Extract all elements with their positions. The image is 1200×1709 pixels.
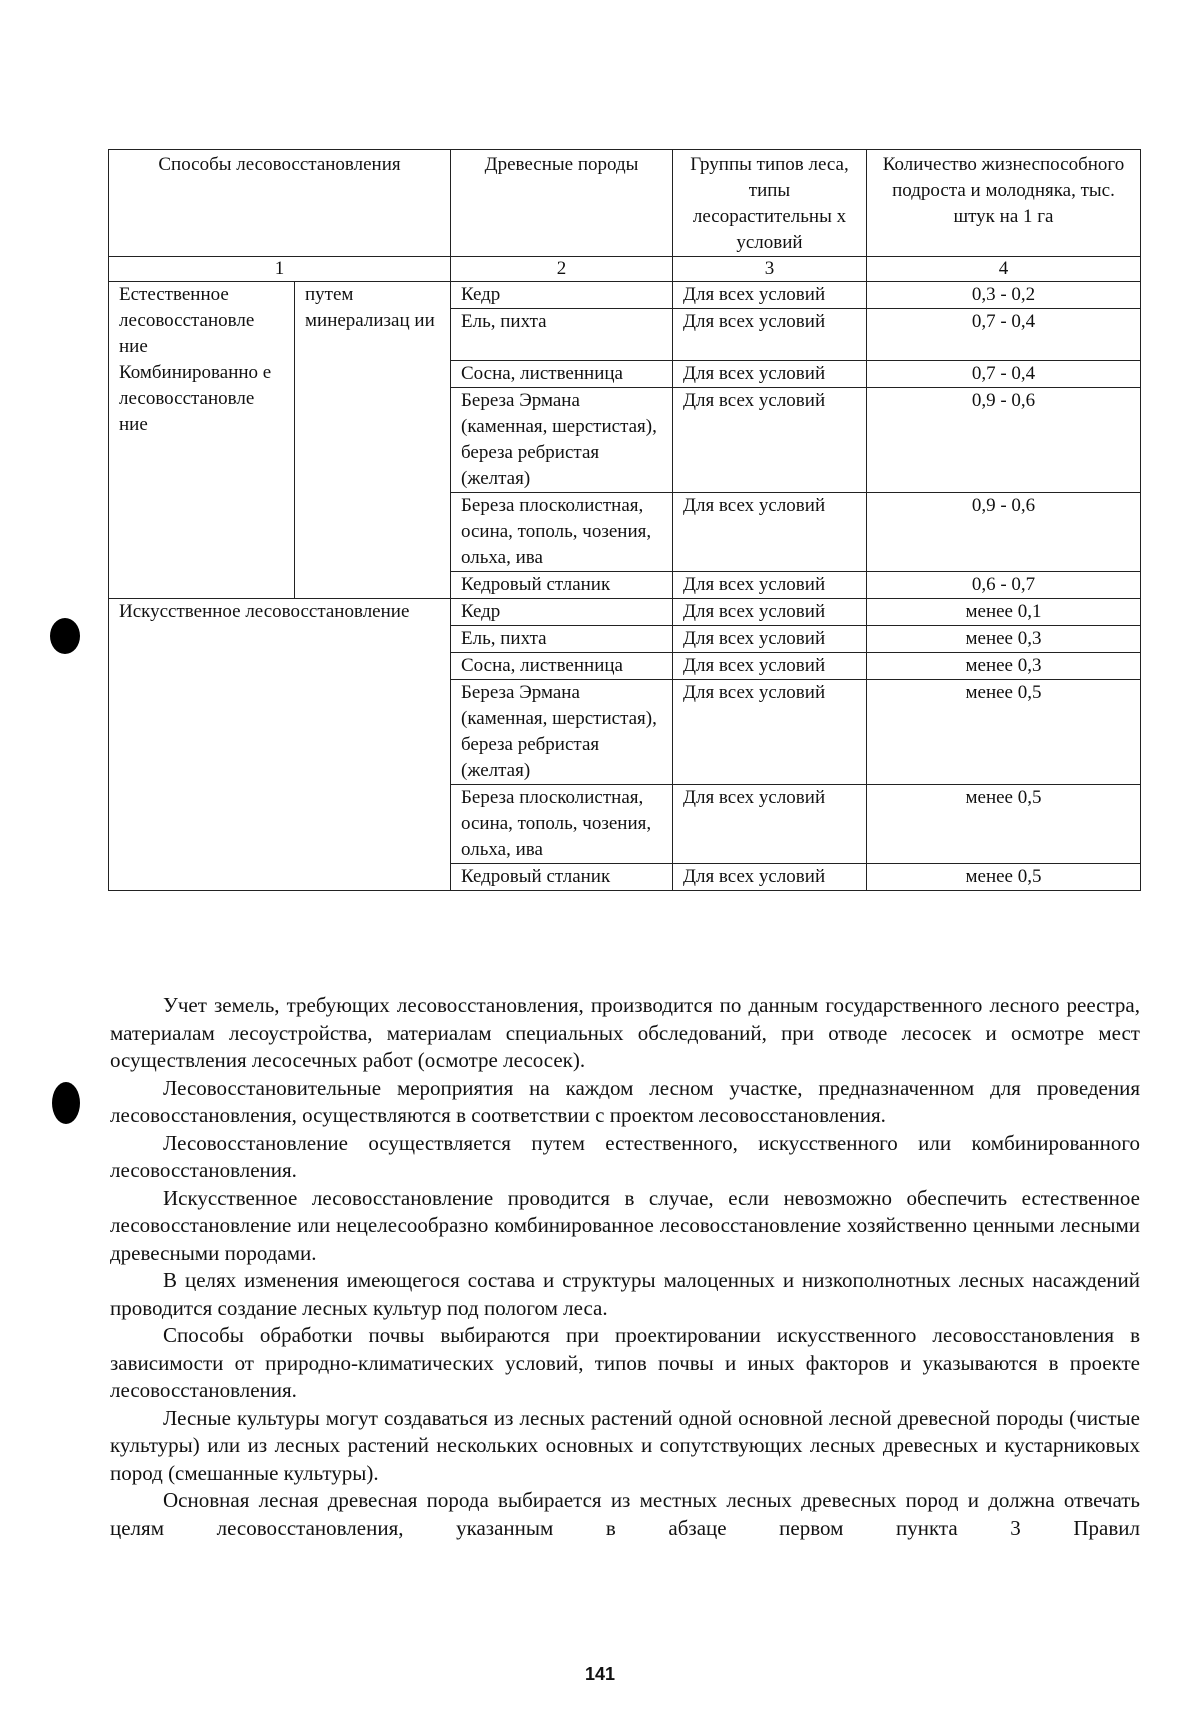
- quantity-cell: менее 0,5: [867, 680, 1141, 785]
- table-header-row: [109, 150, 1141, 257]
- paragraph: Учет земель, требующих лесовосстановления, производится по данным государственного лесного реестра, материалам лесоустройства, материалам специальных обследований, при отводе лесосек и осмотре мест осуществления лесосечных работ (осмотре лесосек).: [110, 993, 1140, 1072]
- quantity-cell: менее 0,3: [867, 653, 1141, 680]
- quantity-cell: менее 0,5: [867, 864, 1141, 891]
- quantity-cell: 0,9 - 0,6: [867, 493, 1141, 572]
- table-row: [109, 282, 1141, 309]
- table-row: [109, 599, 1141, 626]
- species-cell: Ель, пихта: [451, 626, 673, 653]
- quantity-cell: 0,6 - 0,7: [867, 572, 1141, 599]
- column-number-row: [109, 257, 1141, 282]
- reforestation-table: [108, 149, 1141, 891]
- column-number: 4: [867, 257, 1141, 282]
- species-cell: Береза плосколистная, осина, тополь, чозения, ольха, ива: [451, 493, 673, 572]
- conditions-cell: Для всех условий: [673, 309, 867, 361]
- species-cell: Кедровый стланик: [451, 572, 673, 599]
- quantity-cell: 0,9 - 0,6: [867, 388, 1141, 493]
- artificial-method-cell: Искусственное лесовосстановление: [109, 599, 451, 891]
- species-cell: Береза Эрмана (каменная, шерстистая), береза ребристая (желтая): [451, 680, 673, 785]
- column-number: 3: [673, 257, 867, 282]
- header-species: Древесные породы: [451, 150, 673, 257]
- conditions-cell: Для всех условий: [673, 785, 867, 864]
- conditions-cell: Для всех условий: [673, 599, 867, 626]
- conditions-cell: Для всех условий: [673, 572, 867, 599]
- paragraph: Лесные культуры могут создаваться из лесных растений одной основной лесной древесной породы (чистые культуры) или из лесных растений нескольких основных и сопутствующих лесных древесных и кустарниковых пород (смешанные культуры).: [110, 1405, 1140, 1485]
- paragraph: Лесовосстановительные мероприятия на каждом лесном участке, предназначенном для проведения лесовосстановления, осуществляются в соответствии с проектом лесовосстановления.: [110, 1075, 1140, 1127]
- natural-combined-method-cell: [109, 282, 295, 599]
- column-number: 1: [109, 257, 451, 282]
- combined-method: Комбинированно е лесовосстановле ние: [119, 362, 272, 435]
- species-cell: Сосна, лиственница: [451, 653, 673, 680]
- conditions-cell: Для всех условий: [673, 680, 867, 785]
- quantity-cell: менее 0,1: [867, 599, 1141, 626]
- header-forest-types: Группы типов леса, типы лесорастительны х условий: [673, 150, 867, 257]
- header-quantity: Количество жизнеспособного подроста и молодняка, тыс. штук на 1 га: [867, 150, 1141, 257]
- species-cell: Кедр: [451, 282, 673, 309]
- quantity-cell: менее 0,5: [867, 785, 1141, 864]
- conditions-cell: Для всех условий: [673, 361, 867, 388]
- species-cell: Кедровый стланик: [451, 864, 673, 891]
- quantity-cell: менее 0,3: [867, 626, 1141, 653]
- species-cell: Ель, пихта: [451, 309, 673, 361]
- header-methods: Способы лесовосстановления: [109, 150, 451, 257]
- body-text: [110, 992, 1140, 1542]
- conditions-cell: Для всех условий: [673, 864, 867, 891]
- paragraph: Основная лесная древесная порода выбирается из местных лесных древесных пород и должна отвечать целям лесовосстановления, указанным в абзаце первом пункта 3 Правил: [110, 1488, 1140, 1540]
- paragraph: Лесовосстановление осуществляется путем естественного, искусственного или комбинированного лесовосстановления.: [110, 1130, 1140, 1182]
- paragraph: Способы обработки почвы выбираются при проектировании искусственного лесовосстановления в зависимости от природно-климатических условий, типов почвы и иных факторов и указываются в проекте лесовосстановления.: [110, 1323, 1140, 1402]
- species-cell: Береза плосколистная, осина, тополь, чозения, ольха, ива: [451, 785, 673, 864]
- ink-blot: [52, 1082, 80, 1124]
- conditions-cell: Для всех условий: [673, 282, 867, 309]
- paragraph: Искусственное лесовосстановление проводится в случае, если невозможно обеспечить естественное лесовосстановление или нецелесообразно комбинированное лесовосстановление хозяйственно ценными лесными древесными породами.: [110, 1185, 1140, 1265]
- conditions-cell: Для всех условий: [673, 493, 867, 572]
- species-cell: Кедр: [451, 599, 673, 626]
- page-number: 141: [584, 1664, 616, 1684]
- paragraph: В целях изменения имеющегося состава и структуры малоценных и низкополнотных лесных насаждений проводится создание лесных культур под пологом леса.: [110, 1268, 1140, 1320]
- conditions-cell: Для всех условий: [673, 626, 867, 653]
- species-cell: Береза Эрмана (каменная, шерстистая), береза ребристая (желтая): [451, 388, 673, 493]
- conditions-cell: Для всех условий: [673, 653, 867, 680]
- quantity-cell: 0,7 - 0,4: [867, 309, 1141, 361]
- quantity-cell: 0,7 - 0,4: [867, 361, 1141, 388]
- ink-blot: [50, 618, 80, 654]
- quantity-cell: 0,3 - 0,2: [867, 282, 1141, 309]
- conditions-cell: Для всех условий: [673, 388, 867, 493]
- species-cell: Сосна, лиственница: [451, 361, 673, 388]
- natural-method: Естественное лесовосстановле ние: [119, 284, 255, 357]
- mineralization-cell: путем минерализац ии: [295, 282, 451, 599]
- column-number: 2: [451, 257, 673, 282]
